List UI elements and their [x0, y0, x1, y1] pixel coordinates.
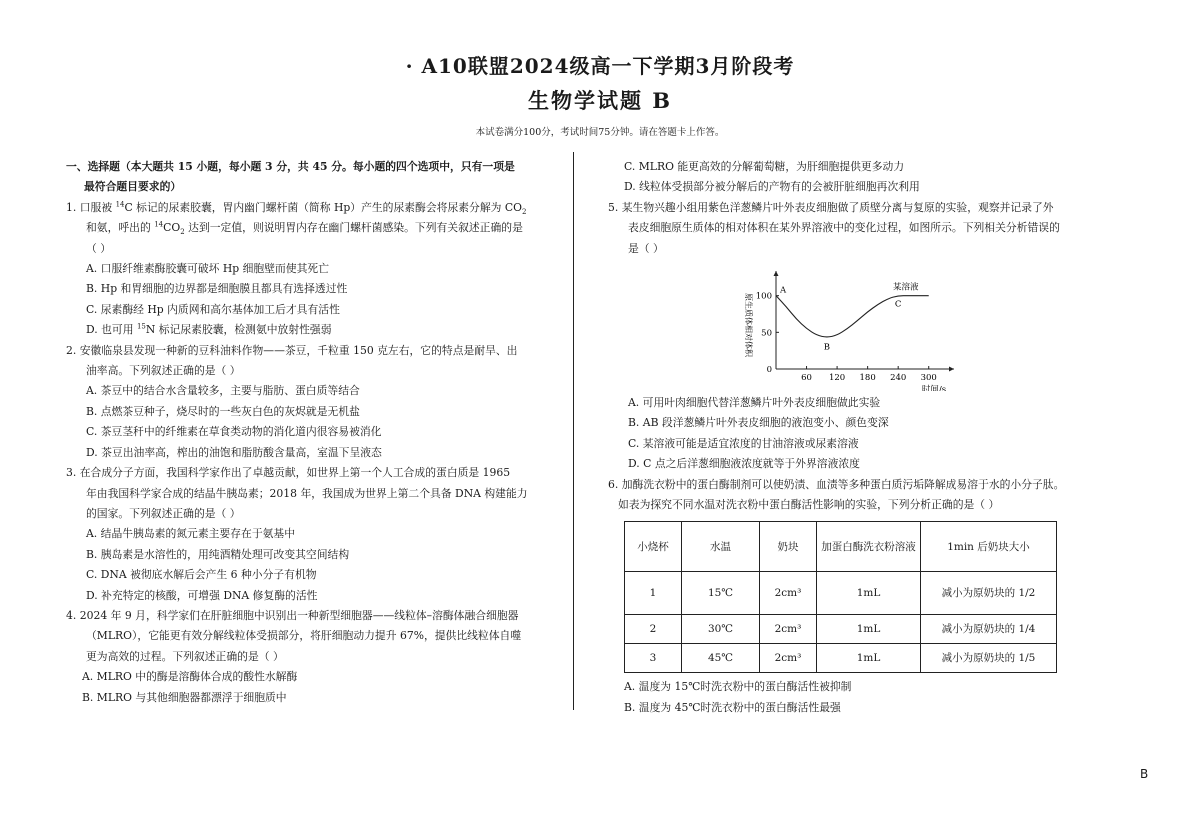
question-3-option-b[interactable]: B. 胰岛素是水溶性的，用纯酒精处理可改变其空间结构 — [86, 547, 350, 561]
table-cell: 3 — [625, 644, 682, 673]
table-row — [625, 644, 1057, 673]
question-6-option-a[interactable]: A. 温度为 15℃时洗衣粉中的蛋白酶活性被抑制 — [624, 680, 852, 694]
x-axis-label: 时间/s — [921, 385, 947, 392]
question-4-stem-cont2: 更为高效的过程。下列叙述正确的是（ ） — [86, 649, 284, 663]
table-header-cell: 水温 — [682, 522, 760, 572]
x-tick-label: 240 — [890, 373, 907, 384]
section-heading — [66, 157, 542, 198]
left-column — [66, 157, 542, 708]
question-4-option-a[interactable]: A. MLRO 中的酶是溶酶体合成的酸性水解酶 — [82, 670, 298, 684]
question-1-stem: 1. 口服被 $^{14}$C 标记的尿素胶囊，胃内幽门螺杆菌（简称 Hp）产生的尿素酶会将尿素分解为 $CO_2$ — [66, 200, 527, 216]
exam-instructions: 本试卷满分100分，考试时间75分钟。请在答题卡上作答。 — [475, 127, 725, 138]
y-tick-label: 50 — [761, 328, 772, 339]
question-1-option-c[interactable]: C. 尿素酶经 Hp 内质网和高尔基体加工后才具有活性 — [86, 302, 340, 316]
question-2-stem-cont: 油率高。下列叙述正确的是（ ） — [86, 364, 241, 378]
question-6 — [608, 475, 1084, 719]
table-row — [625, 615, 1057, 644]
question-5-option-c[interactable]: C. 某溶液可能是适宜浓度的甘油溶液或尿素溶液 — [628, 436, 859, 450]
table-header-cell: 1min 后奶块大小 — [921, 522, 1057, 572]
right-column — [608, 157, 1084, 718]
question-1-option-a[interactable]: A. 口服纤维素酶胶囊可破坏 Hp 细胞壁而使其死亡 — [86, 262, 329, 276]
question-2-option-d[interactable]: D. 茶豆出油率高，榨出的油饱和脂肪酸含量高，室温下呈液态 — [86, 445, 382, 459]
x-tick-label: 60 — [801, 373, 812, 384]
question-4-option-b[interactable]: B. MLRO 与其他细胞器都漂浮于细胞质中 — [82, 690, 287, 704]
question-6-stem: 6. 加酶洗衣粉中的蛋白酶制剂可以使奶渍、血渍等多种蛋白质污垢降解成易溶于水的小分子肽。 — [608, 477, 1065, 491]
table-header-cell: 奶块 — [760, 522, 817, 572]
table-cell: 1mL — [817, 615, 921, 644]
question-1-stem-cont: 和氨，呼出的 $^{14}CO_2$ 达到一定值，则说明胃内存在幽门螺杆菌感染。下列有关叙述正确的是 — [86, 220, 523, 237]
question-5-stem-cont2: 是（ ） — [628, 241, 664, 255]
question-3-stem-cont: 年由我国科学家合成的结晶牛胰岛素；2018 年，我国成为世界上第二个具备 DNA 构建能力 — [86, 486, 528, 500]
subject-title: 生物学试题 B — [527, 88, 673, 113]
table-header-cell: 小烧杯 — [625, 522, 682, 572]
question-5-option-b[interactable]: B. AB 段洋葱鳞片叶外表皮细胞的液泡变小、颜色变深 — [628, 416, 889, 430]
y-axis-label: 原生质体相对体积 — [744, 293, 753, 358]
table-header-row — [625, 522, 1057, 572]
chart-svg — [738, 261, 958, 391]
question-2-option-a[interactable]: A. 茶豆中的结合水含量较多，主要与脂肪、蛋白质等结合 — [86, 384, 360, 398]
question-5-stem-cont: 表皮细胞原生质体的相对体积在某外界溶液中的变化过程，如图所示。下列相关分析错误的 — [628, 221, 1060, 235]
y-tick-label: 100 — [755, 291, 772, 302]
question-2-option-b[interactable]: B. 点燃茶豆种子，烧尽时的一些灰白色的灰烬就是无机盐 — [86, 404, 360, 418]
question-5-option-a[interactable]: A. 可用叶肉细胞代替洋葱鳞片叶外表皮细胞做此实验 — [628, 396, 881, 410]
question-3-option-d[interactable]: D. 补充特定的核酸，可增强 DNA 修复酶的活性 — [86, 588, 318, 602]
question-4 — [66, 606, 542, 708]
question-4-option-d[interactable]: D. 线粒体受损部分被分解后的产物有的会被肝脏细胞再次利用 — [624, 180, 920, 194]
x-tick-label: 180 — [859, 373, 876, 384]
point-label: C — [894, 299, 902, 310]
question-5-stem: 5. 某生物兴趣小组用紫色洋葱鳞片叶外表皮细胞做了质壁分离与复原的实验，观察并记录了外 — [608, 200, 1054, 214]
exam-title: · A10联盟2024级高一下学期3月阶段考 — [405, 54, 795, 78]
y-tick-label: 0 — [766, 365, 772, 376]
question-2 — [66, 341, 542, 463]
table-cell: 30℃ — [682, 615, 760, 644]
table-cell: 1 — [625, 572, 682, 615]
question-5 — [608, 198, 1084, 475]
table-cell: 45℃ — [682, 644, 760, 673]
question-6-stem-cont: 如表为探究不同水温对洗衣粉中蛋白酶活性影响的实验，下列分析正确的是（ ） — [618, 498, 1000, 512]
table-cell: 2cm³ — [760, 572, 817, 615]
question-4-stem: 4. 2024 年 9 月，科学家们在肝脏细胞中识别出一种新型细胞器——线粒体–溶酶体融合细胞器 — [66, 608, 519, 622]
x-tick-label: 300 — [920, 373, 937, 384]
point-label: A — [780, 285, 787, 296]
table-cell: 2cm³ — [760, 615, 817, 644]
x-axis-arrow — [949, 367, 954, 372]
x-tick-label: 120 — [828, 373, 846, 384]
y-axis-arrow — [774, 271, 779, 276]
table-cell: 1mL — [817, 572, 921, 615]
question-5-option-d[interactable]: D. C 点之后洋葱细胞液浓度就等于外界溶液浓度 — [628, 457, 860, 471]
table-row — [625, 572, 1057, 615]
page-marker: B — [1140, 767, 1149, 781]
table-cell: 减小为原奶块的 1/5 — [921, 644, 1057, 673]
table-header-cell: 加蛋白酶洗衣粉溶液 — [817, 522, 921, 572]
section-heading-line2: 最符合题目要求的） — [84, 180, 182, 194]
table-cell: 2cm³ — [760, 644, 817, 673]
volume-time-chart — [738, 261, 958, 391]
question-3-option-c[interactable]: C. DNA 被彻底水解后会产生 6 种小分子有机物 — [86, 568, 317, 582]
section-heading-line1: 一、选择题（本大题共 15 小题，每小题 3 分，共 45 分。每小题的四个选项中，只有一项是 — [66, 160, 515, 173]
table-cell: 减小为原奶块的 1/4 — [921, 615, 1057, 644]
question-3 — [66, 463, 542, 606]
table-cell: 1mL — [817, 644, 921, 673]
question-4-option-c[interactable]: C. MLRO 能更高效的分解葡萄糖，为肝细胞提供更多动力 — [624, 160, 905, 173]
question-1 — [66, 198, 542, 341]
question-4-stem-cont: （MLRO），它能更有效分解线粒体受损部分，将肝细胞动力提升 67%，提供比线粒体自噬 — [86, 629, 522, 643]
series-label: 某溶液 — [893, 282, 919, 293]
question-3-stem: 3. 在合成分子方面，我国科学家作出了卓越贡献，如世界上第一个人工合成的蛋白质是 1965 — [66, 466, 511, 480]
table-cell: 2 — [625, 615, 682, 644]
experiment-table — [624, 521, 1057, 673]
table-cell: 15℃ — [682, 572, 760, 615]
question-1-option-b[interactable]: B. Hp 和胃细胞的边界都是细胞膜且都具有选择透过性 — [86, 282, 348, 296]
point-label: B — [823, 342, 831, 353]
question-2-stem: 2. 安徽临泉县发现一种新的豆科油料作物——茶豆，千粒重 150 克左右，它的特点是耐旱、出 — [66, 343, 518, 357]
question-6-option-b[interactable]: B. 温度为 45℃时洗衣粉中的蛋白酶活性最强 — [624, 700, 841, 714]
question-3-stem-cont2: 的国家。下列叙述正确的是（ ） — [86, 506, 241, 520]
question-3-option-a[interactable]: A. 结晶牛胰岛素的氮元素主要存在于氨基中 — [86, 527, 296, 541]
question-1-option-d[interactable]: D. 也可用 $^{15}$N 标记尿素胶囊，检测氨中放射性强弱 — [86, 322, 332, 337]
column-divider — [573, 152, 574, 710]
question-1-blank: （ ） — [86, 241, 112, 255]
table-cell: 减小为原奶块的 1/2 — [921, 572, 1057, 615]
question-2-option-c[interactable]: C. 茶豆茎秆中的纤维素在草食类动物的消化道内很容易被消化 — [86, 425, 382, 439]
series-line — [776, 296, 929, 337]
